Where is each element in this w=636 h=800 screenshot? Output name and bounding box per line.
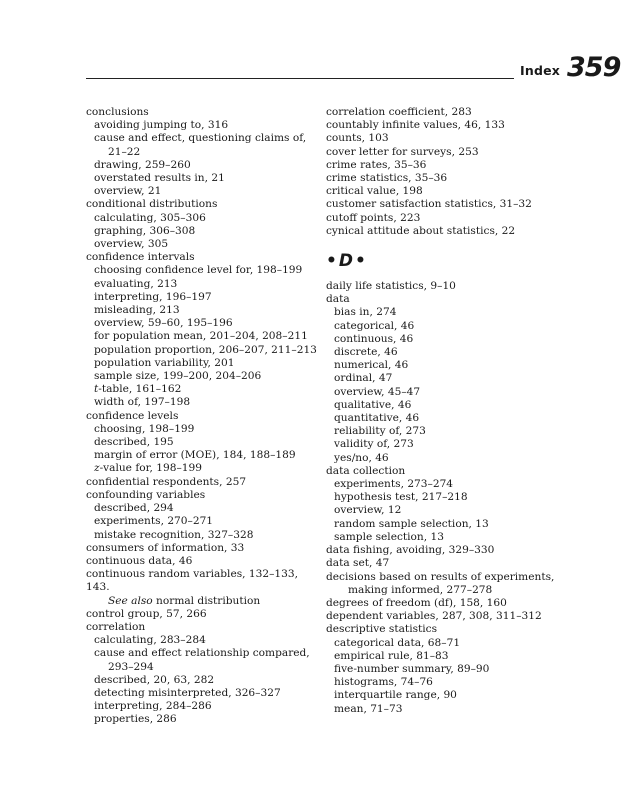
index-subentry — [86, 700, 318, 713]
entry-continuation: making informed, 277–278 — [348, 583, 493, 596]
entry-text: calculating, 283–284 — [94, 634, 206, 647]
index-subentry — [86, 119, 318, 132]
entry-text: population proportion, 206–207, 211–213 — [94, 343, 317, 356]
entry-text: overview, 59–60, 195–196 — [94, 317, 233, 330]
index-subentry — [86, 357, 318, 370]
index-entry — [86, 476, 318, 489]
index-subentry — [86, 674, 318, 687]
entry-text: choosing, 198–199 — [94, 422, 195, 435]
entry-text: properties, 286 — [94, 713, 177, 726]
index-subentry — [326, 491, 558, 504]
entry-text: overview, 12 — [334, 504, 402, 517]
entry-text: for population mean, 201–204, 208–211 — [94, 330, 308, 343]
entry-text: choosing confidence level for, 198–199 — [94, 264, 303, 277]
index-group-c — [326, 106, 558, 238]
bullet-icon: • — [326, 251, 339, 272]
index-subentry — [326, 333, 558, 346]
entry-text: calculating, 305–306 — [94, 211, 206, 224]
entry-text: confidential respondents, 257 — [86, 475, 247, 488]
entry-text: drawing, 259–260 — [94, 158, 191, 171]
index-subentry — [326, 689, 558, 702]
entry-text: continuous data, 46 — [86, 554, 193, 567]
index-subentry — [326, 359, 558, 372]
index-entry — [86, 106, 318, 119]
entry-text: data — [326, 293, 350, 306]
index-column-right — [326, 106, 558, 716]
entry-continuation: 293–294 — [108, 660, 154, 673]
entry-text: interquartile range, 90 — [334, 689, 457, 702]
entry-text: customer satisfaction statistics, 31–32 — [326, 198, 532, 211]
entry-text: categorical, 46 — [334, 319, 415, 332]
entry-text: misleading, 213 — [94, 304, 180, 317]
entry-text: cutoff points, 223 — [326, 211, 421, 224]
index-subentry — [86, 185, 318, 198]
index-entry — [326, 159, 558, 172]
index-column-left — [86, 106, 318, 727]
index-entry — [326, 597, 558, 610]
entry-text: cynical attitude about statistics, 22 — [326, 224, 516, 237]
index-subentry — [326, 703, 558, 716]
index-subentry — [326, 372, 558, 385]
index-subentry — [86, 291, 318, 304]
index-entry — [86, 410, 318, 423]
entry-text: continuous random variables, 132–133, 143. — [86, 568, 298, 594]
index-subentry — [326, 320, 558, 333]
index-entry — [326, 465, 558, 478]
entry-text: empirical rule, 81–83 — [334, 649, 449, 662]
entry-text: quantitative, 46 — [334, 412, 420, 425]
entry-text: numerical, 46 — [334, 359, 409, 372]
index-subentry — [86, 515, 318, 528]
index-subentry — [86, 278, 318, 291]
entry-text: described, 294 — [94, 502, 174, 515]
entry-text: confidence intervals — [86, 251, 195, 264]
entry-text: cause and effect relationship compared, — [94, 647, 310, 660]
entry-text: sample size, 199–200, 204–206 — [94, 370, 262, 383]
entry-text: continuous, 46 — [334, 332, 414, 345]
index-subentry — [326, 676, 558, 689]
index-entry — [86, 198, 318, 211]
index-entry — [86, 489, 318, 502]
entry-text: width of, 197–198 — [94, 396, 191, 409]
entry-text: overview, 305 — [94, 238, 169, 251]
index-subentry — [86, 529, 318, 542]
index-entry — [86, 608, 318, 621]
entry-text: qualitative, 46 — [334, 398, 412, 411]
index-entry — [86, 621, 318, 634]
index-subentry — [326, 518, 558, 531]
entry-text: margin of error (MOE), 184, 188–189 — [94, 449, 296, 462]
entry-text: population variability, 201 — [94, 356, 235, 369]
entry-text: cover letter for surveys, 253 — [326, 145, 479, 158]
entry-text: described, 195 — [94, 436, 174, 449]
index-subentry — [86, 330, 318, 343]
index-entry — [326, 280, 558, 293]
index-subentry — [326, 306, 558, 319]
entry-text: consumers of information, 33 — [86, 541, 245, 554]
page-number: 359 — [567, 52, 621, 83]
entry-text: bias in, 274 — [334, 306, 397, 319]
index-subentry — [86, 304, 318, 317]
index-subentry — [86, 647, 318, 673]
index-subentry — [326, 399, 558, 412]
index-subentry — [86, 264, 318, 277]
index-entry — [326, 610, 558, 623]
index-entry — [326, 132, 558, 145]
index-subentry — [326, 478, 558, 491]
entry-text: sample selection, 13 — [334, 530, 444, 543]
index-subentry — [326, 386, 558, 399]
index-entry — [326, 293, 558, 306]
index-entry — [86, 568, 318, 608]
index-subentry — [326, 438, 558, 451]
entry-continuation: See also normal distribution — [108, 594, 261, 607]
index-subentry — [326, 412, 558, 425]
entry-text: reliability of, 273 — [334, 425, 426, 438]
index-subentry — [326, 650, 558, 663]
entry-text: detecting misinterpreted, 326–327 — [94, 686, 281, 699]
entry-text: experiments, 273–274 — [334, 478, 454, 491]
entry-text: avoiding jumping to, 316 — [94, 119, 229, 132]
entry-text: mistake recognition, 327–328 — [94, 528, 254, 541]
index-subentry — [86, 634, 318, 647]
entry-text: mean, 71–73 — [334, 702, 403, 715]
index-subentry — [86, 713, 318, 726]
entry-text: crime statistics, 35–36 — [326, 172, 448, 185]
index-entry — [326, 185, 558, 198]
entry-text: control group, 57, 266 — [86, 607, 207, 620]
index-entry — [86, 542, 318, 555]
entry-text: daily life statistics, 9–10 — [326, 280, 456, 293]
entry-text: dependent variables, 287, 308, 311–312 — [326, 610, 542, 623]
index-subentry — [86, 225, 318, 238]
index-subentry — [86, 423, 318, 436]
index-subentry — [326, 637, 558, 650]
entry-text: data collection — [326, 464, 406, 477]
entry-text: histograms, 74–76 — [334, 676, 433, 689]
index-group-d — [326, 280, 558, 716]
index-subentry — [326, 346, 558, 359]
index-entry — [326, 172, 558, 185]
index-subentry — [86, 687, 318, 700]
entry-text: data set, 47 — [326, 557, 390, 570]
index-subentry — [86, 132, 318, 158]
index-entry — [326, 106, 558, 119]
entry-text: correlation coefficient, 283 — [326, 106, 472, 118]
index-subentry — [86, 502, 318, 515]
entry-text: decisions based on results of experiments, — [326, 570, 555, 583]
entry-text: described, 20, 63, 282 — [94, 673, 215, 686]
section-letter: D — [338, 251, 355, 272]
index-subentry — [86, 159, 318, 172]
index-subentry — [86, 238, 318, 251]
index-entry — [326, 225, 558, 238]
index-subentry — [86, 396, 318, 409]
section-heading-d — [326, 250, 558, 272]
index-entry — [86, 251, 318, 264]
entry-text: correlation — [86, 620, 146, 633]
index-subentry — [86, 172, 318, 185]
entry-text: confidence levels — [86, 409, 179, 422]
entry-text: yes/no, 46 — [334, 451, 389, 464]
index-entry — [326, 212, 558, 225]
entry-text: cause and effect, questioning claims of, — [94, 132, 307, 145]
entry-text: t-table, 161–162 — [94, 383, 182, 396]
bullet-icon: • — [355, 251, 368, 272]
index-subentry — [86, 436, 318, 449]
entry-text: categorical data, 68–71 — [334, 636, 461, 649]
entry-text: conditional distributions — [86, 198, 218, 211]
header-rule — [86, 78, 514, 79]
entry-text: hypothesis test, 217–218 — [334, 491, 468, 504]
entry-text: graphing, 306–308 — [94, 224, 196, 237]
index-entry — [326, 119, 558, 132]
entry-text: random sample selection, 13 — [334, 517, 489, 530]
index-entry — [326, 623, 558, 636]
index-entry — [326, 544, 558, 557]
index-subentry — [86, 383, 318, 396]
index-subentry — [86, 317, 318, 330]
entry-text: z-value for, 198–199 — [94, 462, 202, 475]
entry-text: evaluating, 213 — [94, 277, 178, 290]
index-entry — [326, 571, 558, 597]
entry-text: experiments, 270–271 — [94, 515, 214, 528]
entry-text: overview, 45–47 — [334, 385, 421, 398]
entry-text: overstated results in, 21 — [94, 172, 225, 185]
index-subentry — [326, 663, 558, 676]
index-subentry — [86, 449, 318, 462]
entry-text: descriptive statistics — [326, 623, 438, 636]
index-entry — [326, 198, 558, 211]
entry-text: interpreting, 284–286 — [94, 700, 212, 713]
index-entry — [326, 557, 558, 570]
index-subentry — [326, 452, 558, 465]
index-subentry — [86, 212, 318, 225]
index-subentry — [326, 531, 558, 544]
index-entry — [86, 555, 318, 568]
index-subentry — [86, 462, 318, 475]
index-entry — [326, 146, 558, 159]
index-subentry — [326, 425, 558, 438]
entry-text: validity of, 273 — [334, 438, 414, 451]
entry-text: counts, 103 — [326, 132, 389, 145]
entry-text: degrees of freedom (df), 158, 160 — [326, 596, 507, 609]
index-subentry — [326, 504, 558, 517]
entry-text: critical value, 198 — [326, 185, 423, 198]
entry-continuation: 21–22 — [108, 145, 141, 158]
index-subentry — [86, 370, 318, 383]
entry-text: countably infinite values, 46, 133 — [326, 119, 505, 132]
entry-text: overview, 21 — [94, 185, 162, 198]
entry-text: discrete, 46 — [334, 346, 398, 359]
entry-text: crime rates, 35–36 — [326, 158, 427, 171]
entry-text: conclusions — [86, 106, 149, 118]
entry-text: data fishing, avoiding, 329–330 — [326, 544, 495, 557]
entry-text: ordinal, 47 — [334, 372, 393, 385]
entry-text: interpreting, 196–197 — [94, 290, 212, 303]
index-subentry — [86, 344, 318, 357]
entry-text: five-number summary, 89–90 — [334, 662, 490, 675]
entry-text: confounding variables — [86, 488, 206, 501]
section-label: Index — [520, 63, 561, 78]
